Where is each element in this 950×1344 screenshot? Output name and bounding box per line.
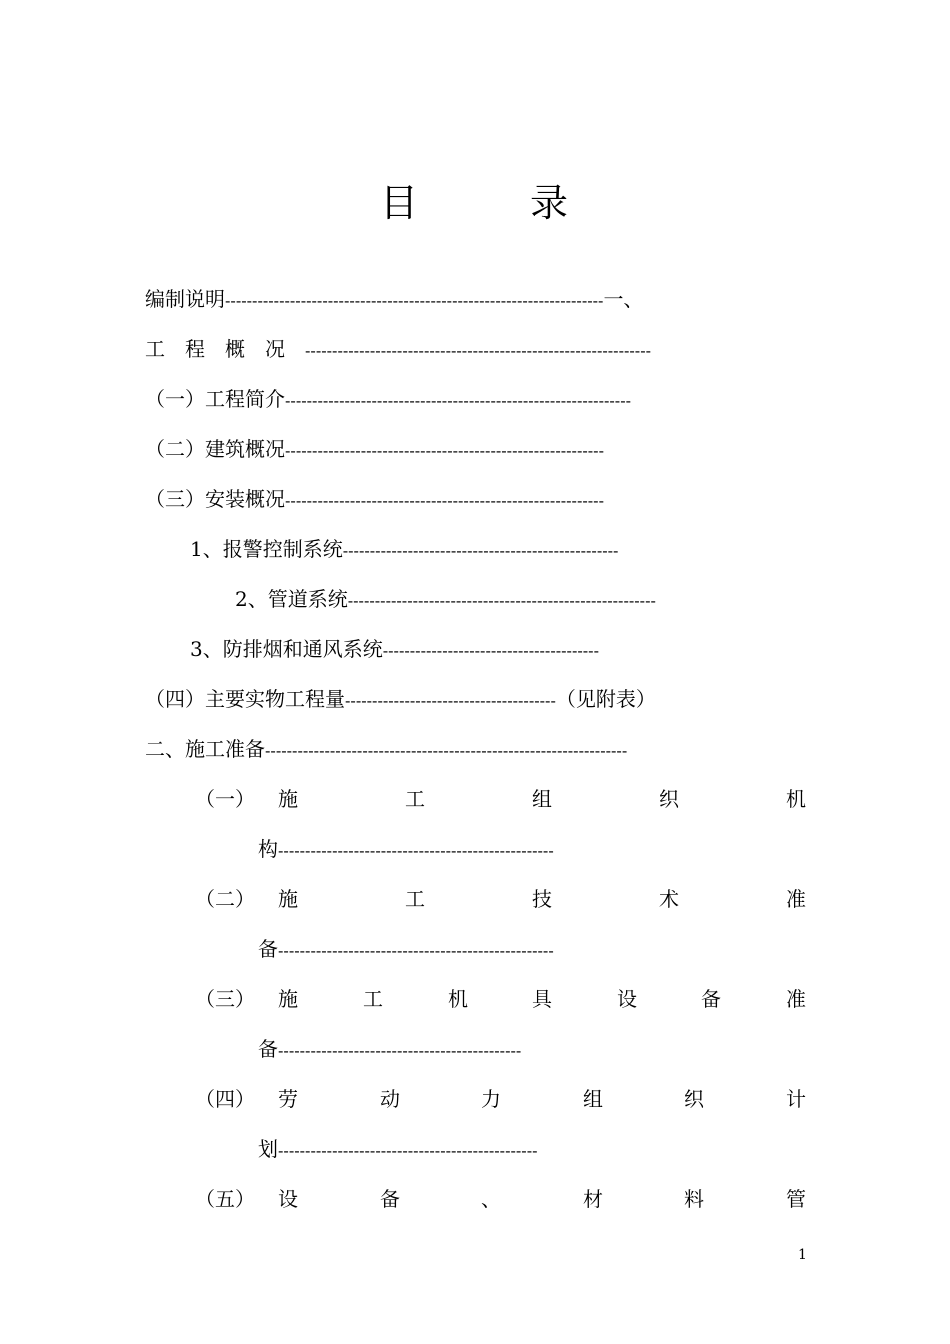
toc-label: 1、报警控制系统 bbox=[190, 537, 343, 561]
toc-label: 二、施工准备 bbox=[145, 737, 265, 761]
toc-word: 施 bbox=[278, 987, 298, 1011]
toc-word: 工 bbox=[363, 987, 383, 1011]
toc-word: 术 bbox=[659, 887, 679, 911]
toc-word: 工 bbox=[405, 887, 425, 911]
toc-word: 织 bbox=[684, 1087, 704, 1111]
toc-entry-overview bbox=[145, 334, 651, 366]
toc-word: 准 bbox=[786, 887, 806, 911]
toc-word: 施 bbox=[278, 787, 298, 811]
toc-word: 组 bbox=[532, 787, 552, 811]
toc-leader: --------------------------------------------- bbox=[278, 1041, 522, 1060]
toc-word: 织 bbox=[659, 787, 679, 811]
toc-entry-technical-cont bbox=[258, 934, 554, 966]
toc-word: 管 bbox=[786, 1187, 806, 1211]
toc-word: 备 bbox=[701, 987, 721, 1011]
toc-word: （二） bbox=[195, 887, 255, 911]
toc-label: 备 bbox=[258, 1037, 278, 1061]
toc-leader: --------------------------------------------------- bbox=[278, 841, 554, 860]
toc-label: （三）安装概况 bbox=[145, 487, 285, 511]
toc-leader: ------------------------------------------------ bbox=[278, 1141, 538, 1160]
toc-word: 施 bbox=[278, 887, 298, 911]
toc-entry-alarm bbox=[190, 534, 618, 566]
toc-label: （二）建筑概况 bbox=[145, 437, 285, 461]
toc-word: 材 bbox=[583, 1187, 603, 1211]
toc-tail: （见附表） bbox=[555, 687, 656, 711]
toc-word: 备 bbox=[380, 1187, 400, 1211]
toc-entry-preface bbox=[145, 284, 643, 316]
toc-entry-pipe bbox=[235, 584, 656, 616]
toc-leader: --------------------------------------------------- bbox=[342, 541, 619, 560]
toc-leader: ----------------------------------------------------------- bbox=[285, 441, 604, 460]
toc-label: （一）工程简介 bbox=[145, 387, 285, 411]
title-char-2: 录 bbox=[530, 181, 569, 225]
toc-entry-building bbox=[145, 434, 604, 466]
toc-word: 具 bbox=[532, 987, 552, 1011]
toc-label: 划 bbox=[258, 1137, 278, 1161]
toc-word: 动 bbox=[380, 1087, 400, 1111]
toc-word: 机 bbox=[448, 987, 468, 1011]
toc-tail: 一、 bbox=[603, 287, 644, 311]
toc-word: （五） bbox=[195, 1187, 255, 1211]
toc-leader: --------------------------------------------------------- bbox=[347, 591, 656, 610]
toc-leader: ---------------------------------------------------------------- bbox=[285, 391, 631, 410]
toc-label: （四）主要实物工程量 bbox=[145, 687, 345, 711]
toc-word: （三） bbox=[195, 987, 255, 1011]
toc-leader: ------------------------------------------------------------------- bbox=[265, 741, 628, 760]
toc-word: 组 bbox=[583, 1087, 603, 1111]
toc-leader: ---------------------------------------- bbox=[382, 641, 599, 660]
toc-entry-organization-cont bbox=[258, 834, 554, 866]
toc-entry-labor-cont bbox=[258, 1134, 538, 1166]
toc-word: 力 bbox=[481, 1087, 501, 1111]
toc-label: 2、管道系统 bbox=[235, 587, 348, 611]
toc-word: 料 bbox=[684, 1187, 704, 1211]
toc-label: 构 bbox=[258, 837, 278, 861]
toc-label: 备 bbox=[258, 937, 278, 961]
page-number: 1 bbox=[798, 1247, 807, 1263]
toc-entry-preparation bbox=[145, 734, 627, 766]
toc-leader: --------------------------------------------------- bbox=[278, 941, 554, 960]
toc-entry-equipment-cont bbox=[258, 1034, 521, 1066]
toc-leader: ----------------------------------------------------------- bbox=[285, 491, 604, 510]
toc-word: 设 bbox=[617, 987, 637, 1011]
toc-entry-quantities bbox=[145, 684, 656, 716]
toc-word: （一） bbox=[195, 787, 255, 811]
toc-word: 劳 bbox=[278, 1087, 298, 1111]
toc-leader: ---------------------------------------------------------------- bbox=[305, 341, 651, 360]
toc-word: 机 bbox=[786, 787, 806, 811]
toc-word: 技 bbox=[532, 887, 552, 911]
toc-word: 、 bbox=[481, 1187, 501, 1211]
toc-leader: --------------------------------------- bbox=[345, 691, 556, 710]
toc-entry-smoke bbox=[190, 634, 599, 666]
toc-word: （四） bbox=[195, 1087, 255, 1111]
toc-leader: ---------------------------------------------------------------------- bbox=[225, 291, 604, 310]
toc-label: 3、防排烟和通风系统 bbox=[190, 637, 383, 661]
toc-entry-installation bbox=[145, 484, 604, 516]
toc-word: 准 bbox=[786, 987, 806, 1011]
toc-word: 设 bbox=[278, 1187, 298, 1211]
toc-word: 工 bbox=[405, 787, 425, 811]
toc-entry-project-intro bbox=[145, 384, 631, 416]
title-char-1: 目 bbox=[380, 181, 419, 225]
toc-label: 编制说明 bbox=[145, 287, 225, 311]
toc-word: 计 bbox=[786, 1087, 806, 1111]
toc-label: 工 程 概 况 bbox=[145, 337, 285, 361]
